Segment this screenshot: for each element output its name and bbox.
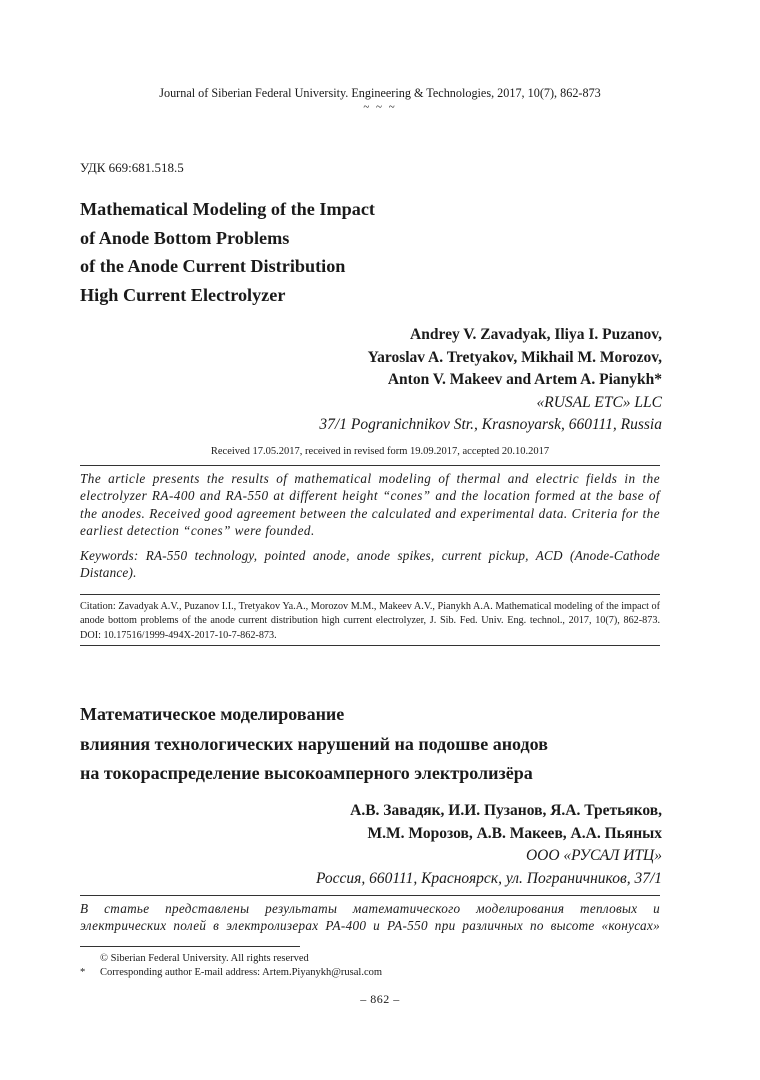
author-line: Yaroslav A. Tretyakov, Mikhail M. Morozov, [367,348,662,366]
header-separator: ~ ~ ~ [363,101,397,113]
title-ru-line: влияния технологических нарушений на подошве анодов [80,733,548,754]
corresponding-text: Corresponding author E-mail address: Artem.Piyanykh@rusal.com [100,967,383,978]
footnote-copyright [80,953,309,964]
authors-russian [62,800,662,890]
affiliation-org: «RUSAL ETC» LLC [536,393,662,411]
divider [80,895,660,896]
title-en-line: of Anode Bottom Problems [80,227,290,248]
page-number: – 862 – [360,992,400,1006]
footnote-divider [80,946,300,947]
title-en-line: High Current Electrolyzer [80,284,286,305]
abstract-russian: В статье представлены результаты математического моделирования тепловых и электрических полей в электролизерах РА-400 и РА-550 при различных по высоте «конусах» [80,901,660,934]
author-line: Andrey V. Zavadyak, Iliya I. Puzanov, [410,326,662,343]
title-russian [80,700,670,789]
authors-english [62,324,662,437]
title-en-line: of the Anode Current Distribution [80,256,346,277]
divider [80,645,660,646]
udk-code: УДК 669:681.518.5 [80,160,184,175]
author-line: А.В. Завадяк, И.И. Пузанов, Я.А. Третьяков, [350,802,662,819]
received-dates: Received 17.05.2017, received in revised form 19.09.2017, accepted 20.10.2017 [210,446,550,457]
title-ru-line: на токораспределение высокоамперного электролизёра [80,763,533,784]
citation: Citation: Zavadyak A.V., Puzanov I.I., Tretyakov Ya.A., Morozov M.M., Makeev A.V., Pianykh A.A. Mathematical modeling of the impact of anode bottom problems of the anode current distribution high current electrolyzer, J. Sib. Fed. Univ. Eng. technol., 2017, 10(7), 862-873. DOI: 10.17516/1999-494X-2017-10-7-862-873. [80,601,660,641]
footnote-corresponding [80,967,382,978]
divider [80,465,660,466]
affiliation-org: ООО «РУСАЛ ИТЦ» [525,847,662,865]
copyright-text: © Siberian Federal University. All rights reserved [100,953,309,964]
author-line: М.М. Морозов, А.В. Макеев, А.А. Пьяных [367,824,662,842]
title-english [80,195,640,309]
keywords-english: Keywords: RA-550 technology, pointed anode, anode spikes, current pickup, ACD (Anode-Cathode Distance). [80,548,660,581]
affiliation-address: Россия, 660111, Красноярск, ул. Пограничников, 37/1 [316,869,662,887]
title-ru-line: Математическое моделирование [80,704,345,724]
divider [80,594,660,595]
abstract-english: The article presents the results of mathematical modeling of thermal and electric fields in the electrolyzer RA-400 and RA-550 at different height “cones” and the location formed at the base of the anodes. Received good agreement between the calculated and experimental data. Criteria for the earliest detection “cones” were founded. [80,471,660,539]
footnote-mark: * [80,967,86,978]
affiliation-address: 37/1 Pogranichnikov Str., Krasnoyarsk, 660111, Russia [319,416,662,434]
journal-header: Journal of Siberian Federal University. Engineering & Technologies, 2017, 10(7), 862-873 [159,86,601,100]
author-line: Anton V. Makeev and Artem A. Pianykh* [387,371,662,389]
title-en-line: Mathematical Modeling of the Impact [80,199,375,219]
